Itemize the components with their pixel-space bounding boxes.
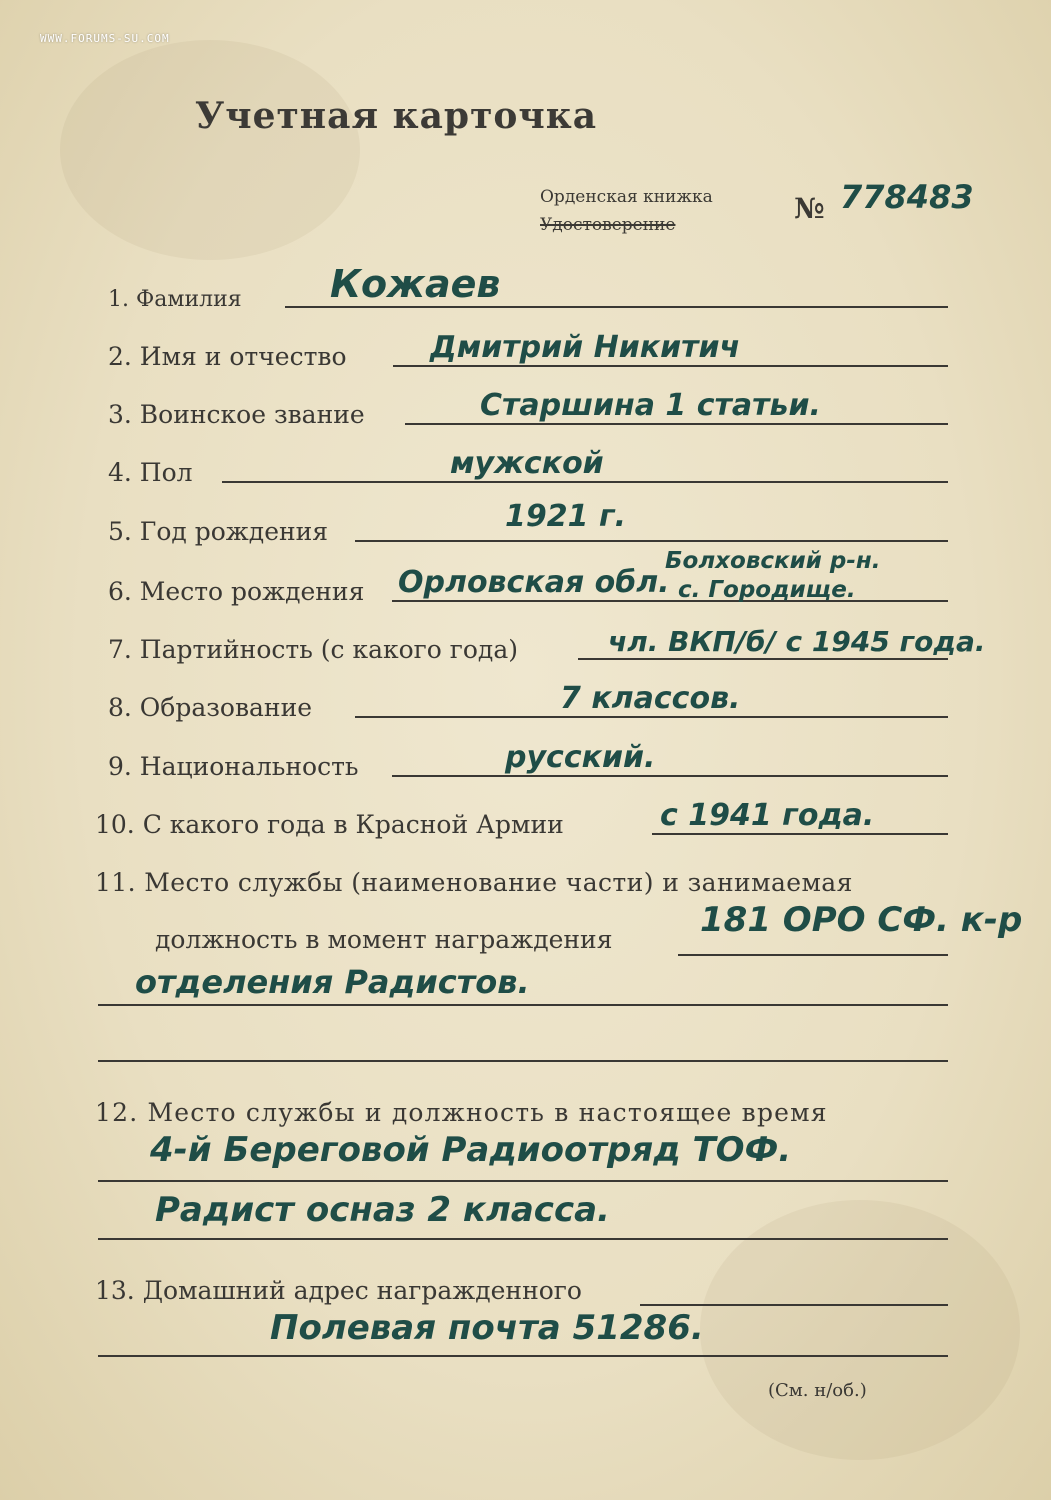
field11-label-line1: 11. Место службы (наименование части) и занимаемая xyxy=(95,868,853,897)
field-label: 2. Имя и отчество xyxy=(108,342,347,371)
field-education xyxy=(0,678,1051,728)
book-number: 778483 xyxy=(840,178,974,216)
field-value: с 1941 года. xyxy=(660,798,875,833)
birthplace-village: с. Городище. xyxy=(678,577,856,603)
field12-label: 12. Место службы и должность в настоящее время xyxy=(95,1098,828,1127)
field13-label: 13. Домашний адрес награжденного xyxy=(95,1276,582,1305)
field-label: 10. С какого года в Красной Армии xyxy=(95,810,564,839)
field-value: 1921 г. xyxy=(505,499,627,534)
card-title: Учетная карточка xyxy=(195,95,598,137)
field-underline xyxy=(393,365,948,367)
number-sign: № xyxy=(794,192,825,225)
field-underline xyxy=(355,540,948,542)
field-party-membership xyxy=(0,620,1051,670)
field-surname xyxy=(0,262,1051,318)
field-label: 7. Партийность (с какого года) xyxy=(108,635,518,664)
field-underline xyxy=(285,306,948,308)
field-value: Старшина 1 статьи. xyxy=(480,388,821,423)
doc-type-certificate-struck: Удостоверение xyxy=(540,215,676,235)
doc-type-order-book: Орденская книжка xyxy=(540,187,713,207)
field13-underline-1 xyxy=(640,1304,948,1306)
field11-underline-2 xyxy=(98,1004,948,1006)
field12-underline-2 xyxy=(98,1238,948,1240)
field-army-since xyxy=(0,795,1051,845)
field-underline xyxy=(392,600,948,602)
field11-value-line1: 181 ОРО СФ. к-р xyxy=(700,900,1023,940)
field12-value-line1: 4-й Береговой Радиоотряд ТОФ. xyxy=(150,1130,792,1170)
field-label: 8. Образование xyxy=(108,693,313,722)
field-sex xyxy=(0,443,1051,493)
field-name-patronymic xyxy=(0,327,1051,377)
field-value: Орловская обл. xyxy=(398,565,670,600)
field-underline xyxy=(405,423,948,425)
field-birth-year xyxy=(0,499,1051,552)
field-value: Дмитрий Никитич xyxy=(430,330,741,365)
birthplace-district: Болховский р-н. xyxy=(665,548,881,574)
paper-stain xyxy=(60,40,360,260)
field-underline xyxy=(222,481,948,483)
field11-value-line2: отделения Радистов. xyxy=(135,963,530,1001)
field12-underline-1 xyxy=(98,1180,948,1182)
field-value: 7 классов. xyxy=(560,681,741,716)
field-value: русский. xyxy=(505,740,656,775)
field11-underline-1 xyxy=(678,954,948,956)
see-reverse-note: (См. н/об.) xyxy=(768,1380,867,1401)
field-label: 9. Национальность xyxy=(108,752,359,781)
field-label: 6. Место рождения xyxy=(108,577,365,606)
watermark: WWW.FORUMS-SU.COM xyxy=(40,32,170,45)
field13-underline-2 xyxy=(98,1355,948,1357)
field12-value-line2: Радист осназ 2 класса. xyxy=(155,1190,610,1230)
field-underline xyxy=(355,716,948,718)
field-birthplace xyxy=(0,562,1051,612)
field-value: мужской xyxy=(450,446,604,481)
field-label: 4. Пол xyxy=(108,458,193,487)
document-type xyxy=(540,183,760,239)
field-label: 3. Воинское звание xyxy=(108,400,365,429)
field-military-rank xyxy=(0,385,1051,435)
field13-value: Полевая почта 51286. xyxy=(270,1308,704,1348)
field-value: Кожаев xyxy=(330,262,501,306)
field-underline xyxy=(652,833,948,835)
field-value: чл. ВКП/б/ с 1945 года. xyxy=(608,625,986,658)
field-underline xyxy=(392,775,948,777)
field-label: 5. Год рождения xyxy=(108,517,329,546)
field11-label-line2: должность в момент награждения xyxy=(155,925,613,954)
field-label: 1. Фамилия xyxy=(108,287,242,312)
field11-underline-3 xyxy=(98,1060,948,1062)
field-nationality xyxy=(0,737,1051,787)
field-underline xyxy=(578,658,948,660)
